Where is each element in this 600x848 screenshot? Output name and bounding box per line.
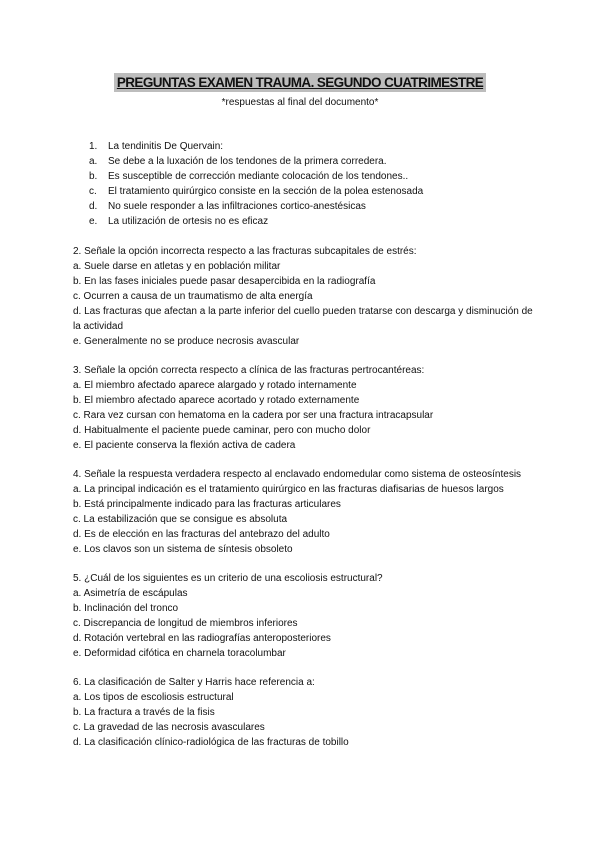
- option-item: e. Generalmente no se produce necrosis avascular: [73, 336, 300, 347]
- option-text: Se debe a la luxación de los tendones de la primera corredera.: [108, 156, 387, 167]
- option-item: [73, 214, 543, 229]
- option-item: a. El miembro afectado aparece alargado y rotado internamente: [73, 380, 357, 391]
- question-6: [73, 675, 543, 750]
- option-text: No suele responder a las infiltraciones cortico-anestésicas: [108, 201, 366, 212]
- question-text: 2. Señale la opción incorrecta respecto a las fracturas subcapitales de estrés:: [73, 246, 417, 257]
- option-item: e. Deformidad cifótica en charnela toracolumbar: [73, 648, 286, 659]
- option-text: El tratamiento quirúrgico consiste en la sección de la polea estenosada: [108, 186, 424, 197]
- option-item: c. Rara vez cursan con hematoma en la cadera por ser una fractura intracapsular: [73, 410, 434, 421]
- question-text: 5. ¿Cuál de los siguientes es un criterio de una escoliosis estructural?: [73, 573, 383, 584]
- question-text: 6. La clasificación de Salter y Harris hace referencia a:: [73, 677, 315, 688]
- question-text: 4. Señale la respuesta verdadera respecto al enclavado endomedular como sistema de osteosíntesis: [73, 469, 522, 480]
- option-item: a. Los tipos de escoliosis estructural: [73, 692, 234, 703]
- option-item: b. Inclinación del tronco: [73, 603, 179, 614]
- option-label: a.: [89, 156, 98, 167]
- question-4: [73, 467, 543, 557]
- option-item: d. Habitualmente el paciente puede caminar, pero con mucho dolor: [73, 425, 371, 436]
- question-number: 1.: [89, 141, 98, 152]
- option-item: d. Las fracturas que afectan a la parte inferior del cuello pueden tratarse con descarga y disminución de la actividad: [73, 306, 533, 332]
- option-item: b. Está principalmente indicado para las fracturas articulares: [73, 499, 341, 510]
- question-1: [73, 139, 543, 229]
- option-item: a. Asimetría de escápulas: [73, 588, 188, 599]
- option-item: b. La fractura a través de la fisis: [73, 707, 215, 718]
- option-item: b. El miembro afectado aparece acortado y rotado externamente: [73, 395, 360, 406]
- option-text: Es susceptible de corrección mediante colocación de los tendones..: [108, 171, 409, 182]
- option-item: [73, 154, 543, 169]
- question-text: La tendinitis De Quervain:: [108, 141, 224, 152]
- option-item: c. La estabilización que se consigue es absoluta: [73, 514, 288, 525]
- option-item: [73, 199, 543, 214]
- option-item: d. Rotación vertebral en las radiografías anteroposteriores: [73, 633, 331, 644]
- option-item: d. La clasificación clínico-radiológica de las fracturas de tobillo: [73, 737, 349, 748]
- question-list: [73, 139, 543, 764]
- option-label: e.: [89, 216, 98, 227]
- option-label: b.: [89, 171, 98, 182]
- question-text: 3. Señale la opción correcta respecto a clínica de las fracturas pertrocantéreas:: [73, 365, 425, 376]
- option-item: e. Los clavos son un sistema de síntesis obsoleto: [73, 544, 293, 555]
- option-item: e. El paciente conserva la flexión activa de cadera: [73, 440, 296, 451]
- question-5: [73, 571, 543, 661]
- option-item: c. Ocurren a causa de un traumatismo de alta energía: [73, 291, 313, 302]
- option-item: a. La principal indicación es el tratamiento quirúrgico en las fracturas diafisarias de huesos largos: [73, 484, 504, 495]
- page-subtitle: *respuestas al final del documento*: [221, 97, 379, 108]
- page-title: PREGUNTAS EXAMEN TRAUMA. SEGUNDO CUATRIMESTRE: [114, 73, 486, 92]
- option-item: [73, 184, 543, 199]
- option-text: La utilización de ortesis no es eficaz: [108, 216, 269, 227]
- option-item: b. En las fases iniciales puede pasar desapercibida en la radiografía: [73, 276, 376, 287]
- question-2: [73, 244, 543, 349]
- option-item: c. Discrepancia de longitud de miembros inferiores: [73, 618, 298, 629]
- option-label: d.: [89, 201, 98, 212]
- question-1-stem: [73, 139, 543, 154]
- title-wrap: [0, 73, 600, 92]
- option-label: c.: [89, 186, 97, 197]
- option-item: c. La gravedad de las necrosis avasculares: [73, 722, 265, 733]
- option-item: d. Es de elección en las fracturas del antebrazo del adulto: [73, 529, 330, 540]
- question-3: [73, 363, 543, 453]
- option-item: a. Suele darse en atletas y en población militar: [73, 261, 281, 272]
- option-item: [73, 169, 543, 184]
